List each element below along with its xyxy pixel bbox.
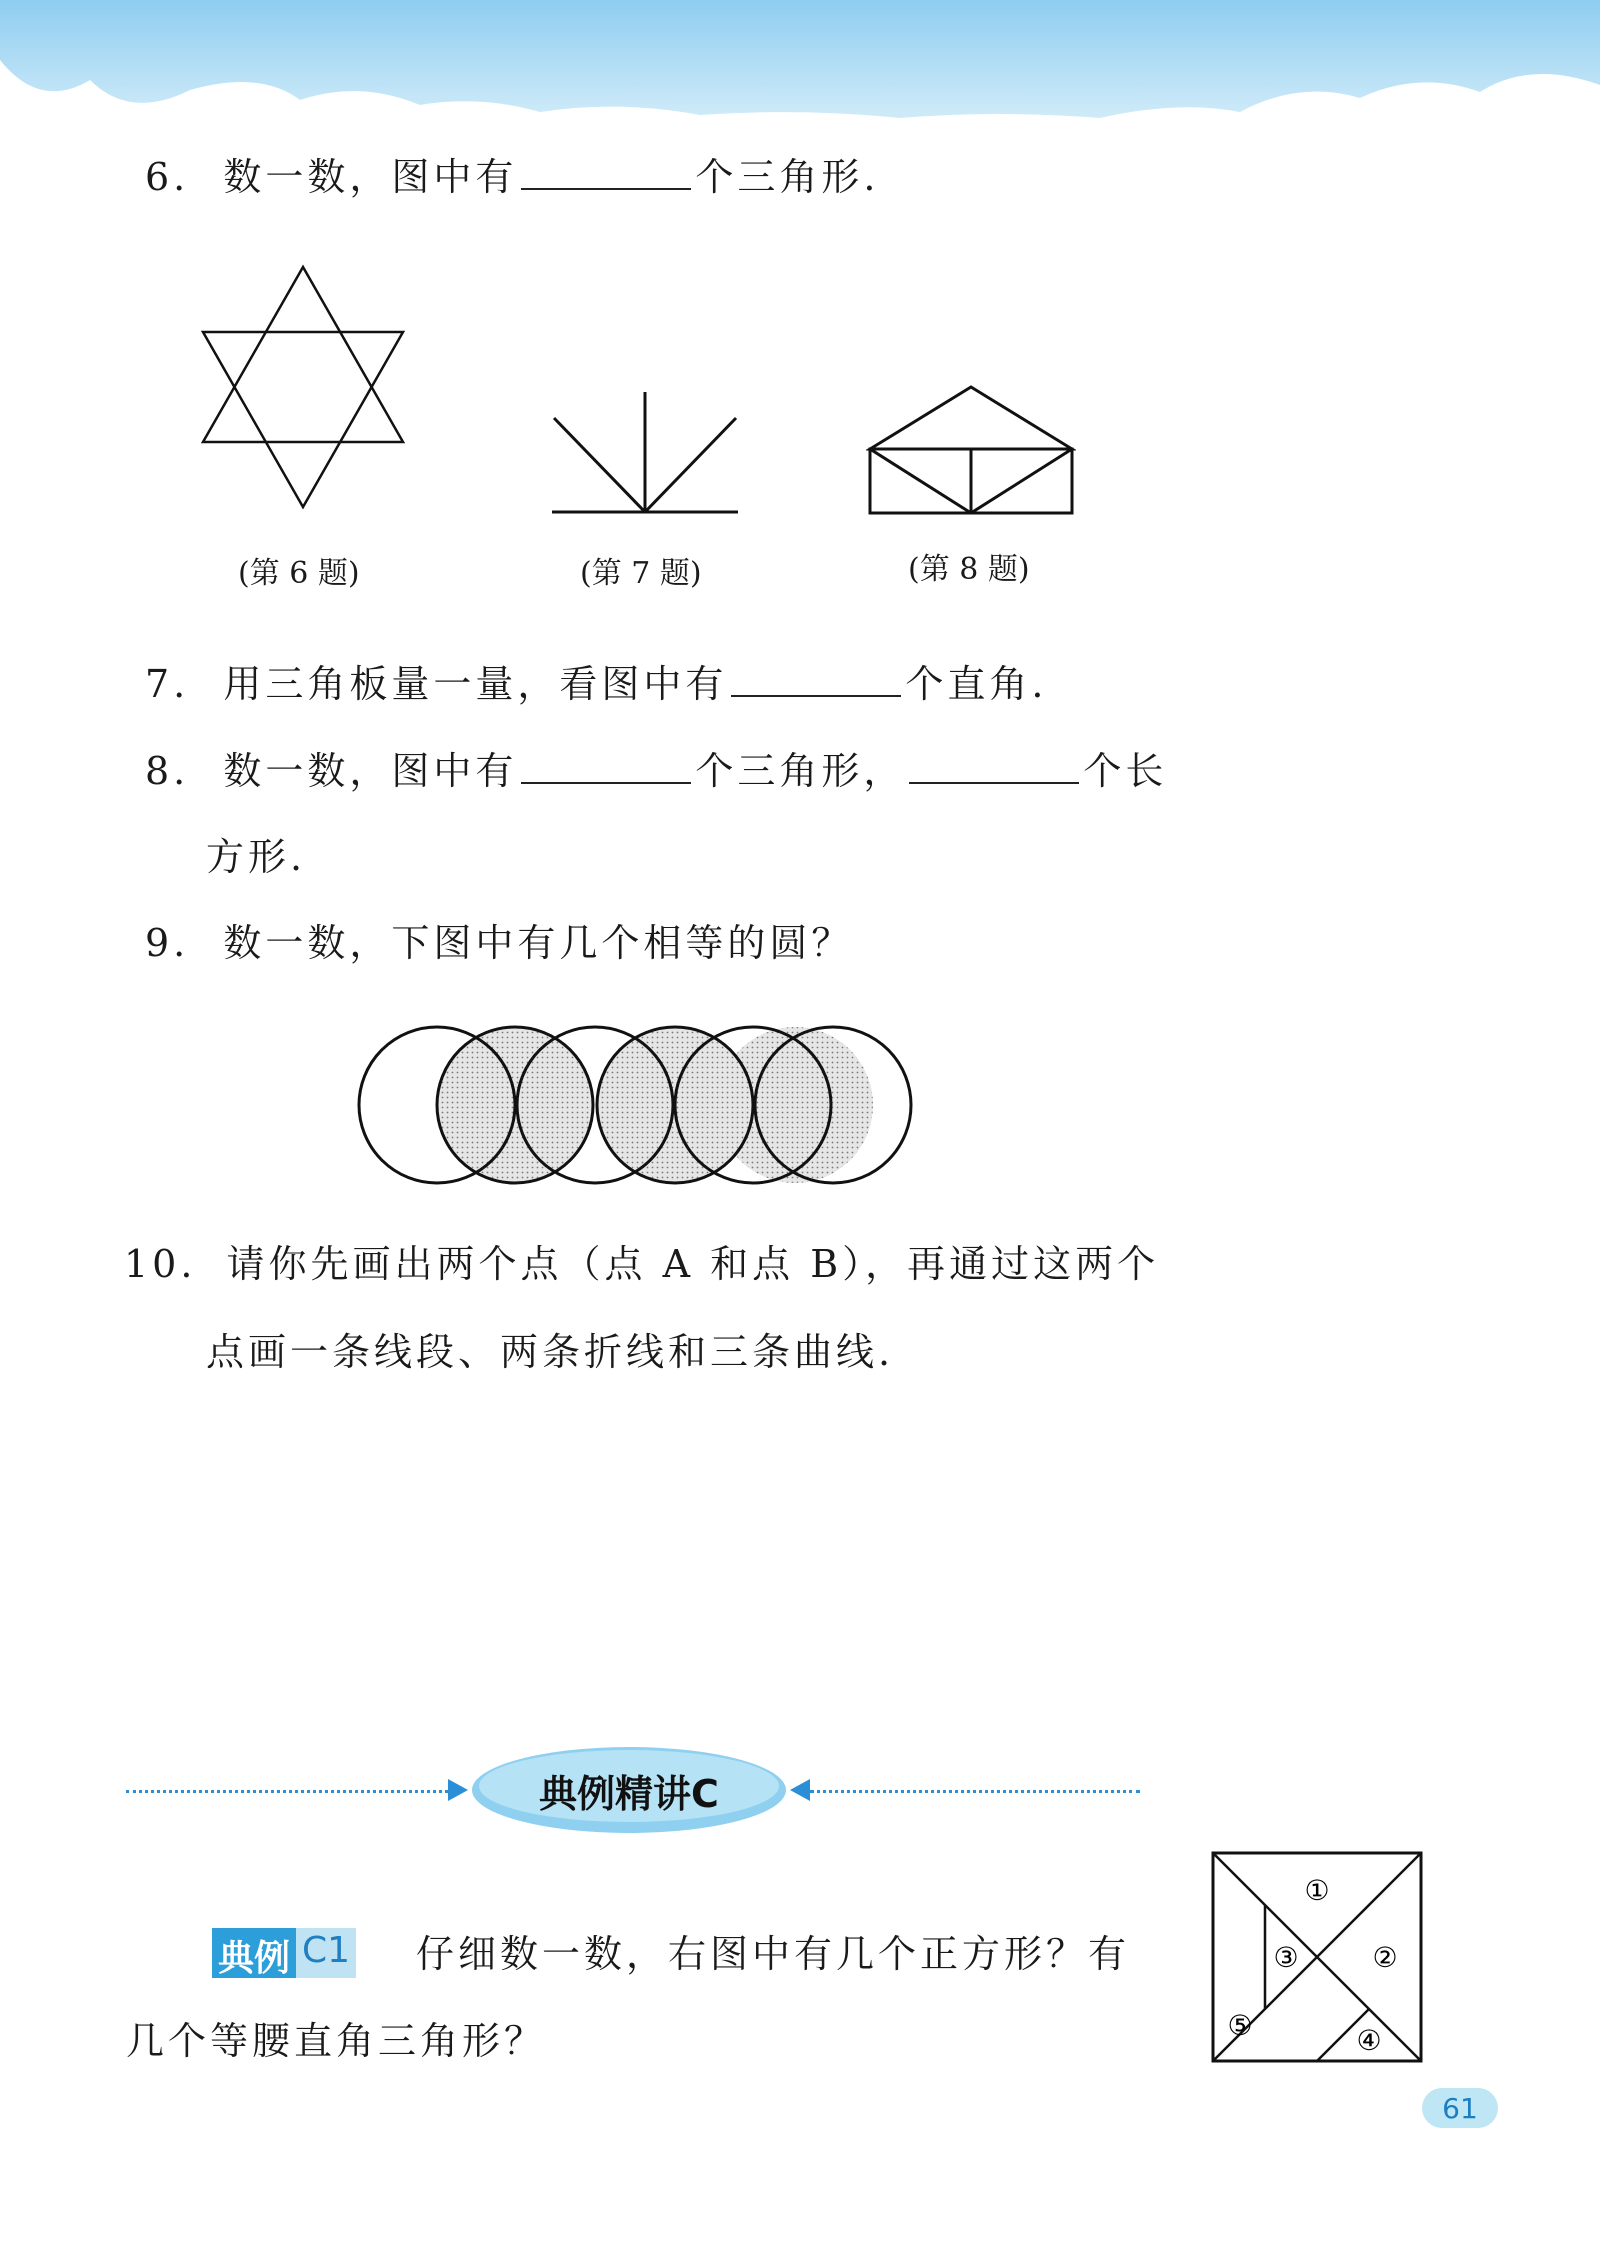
question-text: 数一数，下图中有几个相等的圆？	[223, 921, 854, 965]
answer-blank-rectangles[interactable]	[909, 778, 1079, 784]
example-text-line2: 几个等腰直角三角形？	[126, 2019, 547, 2063]
question-10-continued: 点画一条线段、两条折线和三条曲线.	[206, 1330, 895, 1374]
question-number: 7.	[145, 662, 190, 706]
question-number: 10.	[124, 1242, 197, 1286]
shaded-circle	[717, 1027, 873, 1183]
answer-blank[interactable]	[731, 691, 901, 697]
question-text: 请你先画出两个点（点 A 和点 B），再通过这两个	[226, 1242, 1160, 1286]
section-divider-left	[126, 1790, 448, 1793]
figure-9-circles	[355, 1020, 915, 1190]
caption-figure-6: (第 6 题)	[238, 556, 360, 591]
question-8	[145, 749, 1168, 793]
section-title: 典例精讲C	[539, 1771, 719, 1816]
badge-main: 典例	[212, 1928, 296, 1978]
badge-code: C1	[296, 1928, 356, 1978]
sky-header-decoration	[0, 0, 1600, 130]
page-number: 61	[1422, 2088, 1498, 2128]
tangram-figure	[1210, 1850, 1424, 2064]
answer-blank-triangles[interactable]	[521, 778, 691, 784]
section-divider-right	[810, 1790, 1140, 1793]
example-text-line1: 仔细数一数，右图中有几个正方形？有	[416, 1932, 1131, 1976]
question-text: 数一数，图中有	[223, 749, 518, 793]
question-text: 数一数，图中有	[223, 155, 518, 199]
question-text-end: 个长	[1083, 749, 1168, 793]
figure-6-star	[195, 262, 411, 512]
figure-7-angles	[550, 388, 740, 518]
caption-figure-7: (第 7 题)	[580, 556, 702, 591]
question-number: 6.	[145, 155, 190, 199]
tangram-label-1: ①	[1304, 1874, 1330, 1907]
question-text: 用三角板量一量，看图中有	[223, 662, 728, 706]
question-10	[124, 1242, 1160, 1286]
caption-figure-8: (第 8 题)	[908, 552, 1030, 587]
tangram-label-3: ③	[1273, 1941, 1299, 1974]
question-number: 8.	[145, 749, 190, 793]
figure-8-house	[866, 384, 1076, 516]
question-7	[145, 662, 1048, 706]
question-9	[145, 921, 854, 965]
answer-blank[interactable]	[521, 184, 691, 190]
question-text-mid: 个三角形，	[695, 749, 906, 793]
example-badge	[212, 1928, 356, 1978]
question-text-end: 个三角形.	[695, 155, 880, 199]
question-number: 9.	[145, 921, 190, 965]
question-text-end: 个直角.	[905, 662, 1048, 706]
question-6	[145, 155, 880, 199]
tangram-label-5: ⑤	[1227, 2009, 1253, 2042]
question-8-continued: 方形.	[206, 835, 307, 879]
tangram-label-4: ④	[1356, 2024, 1382, 2057]
tangram-label-2: ②	[1372, 1941, 1398, 1974]
